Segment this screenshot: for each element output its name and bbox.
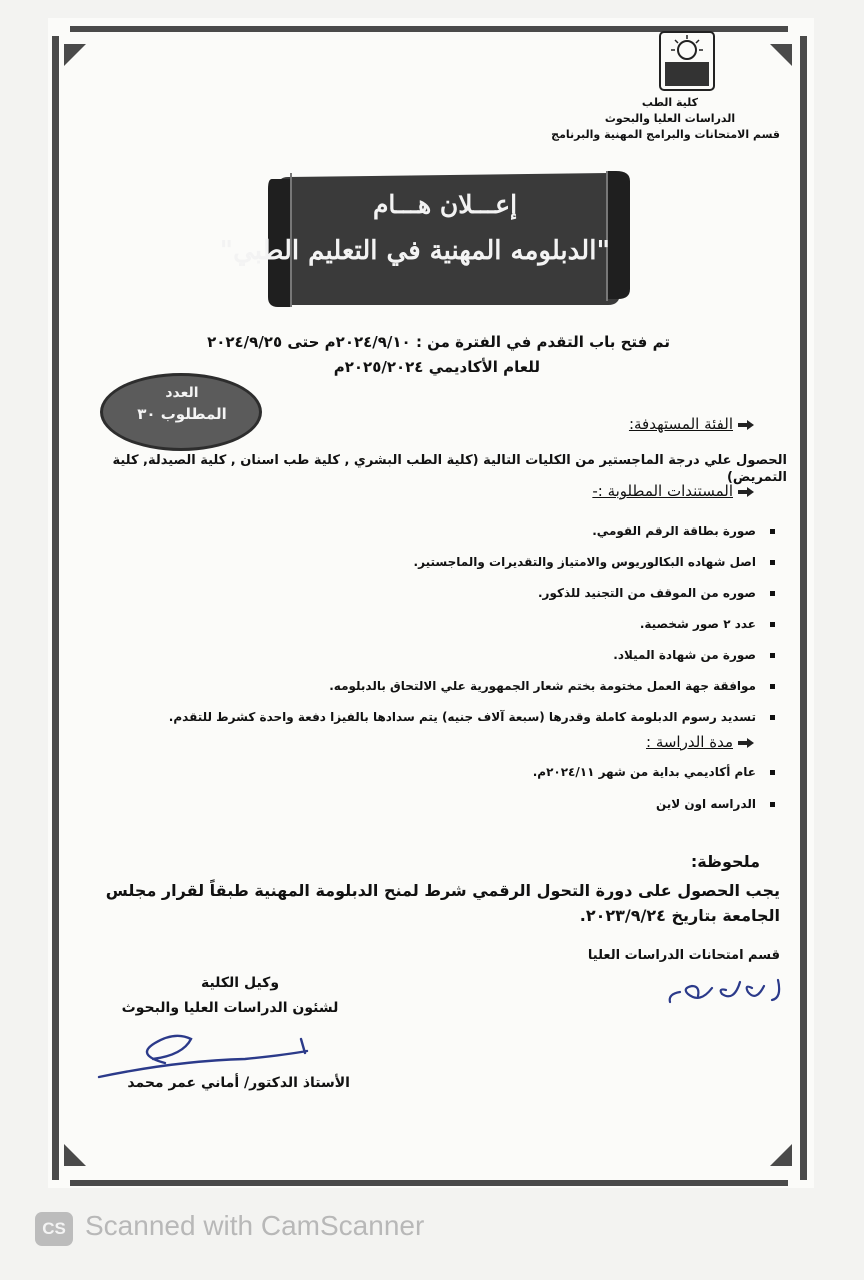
application-period: تم فتح باب التقدم في الفترة من : ٢٠٢٤/٩/١٠م حتى ٢٠٢٤/٩/٢٥ [207,333,670,351]
documents-list [168,524,775,741]
bullet-icon [770,770,775,775]
bullet-icon [770,560,775,565]
list-item [450,765,775,797]
study-duration-list [450,765,775,829]
dept-signature-icon [660,968,790,1010]
list-item [450,797,775,829]
frame-left-border [52,36,59,1180]
list-item-text: عدد ٢ صور شخصية. [639,617,756,631]
list-item [190,617,775,648]
list-item [190,679,775,710]
bullet-icon [770,684,775,689]
list-item [190,524,775,555]
postgrad-dept: الدراسات العليا والبحوث [604,112,736,125]
frame-bottom-border [70,1180,788,1186]
target-group-heading [560,415,755,433]
list-item [190,555,775,586]
bullet-icon [770,591,775,596]
frame-corner-top-left [64,44,86,66]
faculty-name: كلية الطب [641,96,699,109]
pointing-hand-icon [737,418,755,432]
list-item-text: عام أكاديمي بداية من شهر ٢٠٢٤/١١م. [532,765,756,779]
bullet-icon [770,802,775,807]
pointing-hand-icon [737,736,755,750]
vice-dean-affairs: لشئون الدراسات العليا والبحوث [121,1000,339,1016]
documents-heading [520,482,755,500]
list-item-text: موافقة جهة العمل مختومة بختم شعار الجمهورية علي الالتحاق بالدبلومه. [329,679,756,693]
list-item-text: صوره من الموقف من التجنيد للذكور. [538,586,756,600]
frame-corner-top-right [770,44,792,66]
vice-dean-title: وكيل الكلية [200,975,280,991]
camscanner-text: Scanned with CamScanner [85,1210,425,1241]
announcement-title: إعـــلان هـــام [372,190,518,219]
bullet-icon [770,653,775,658]
note-heading: ملحوظة: [690,852,760,871]
exams-department: قسم الامتحانات والبرامج المهنية والبرنامج [551,128,780,141]
list-item [190,648,775,679]
documents-heading-text: المستندات المطلوبة :- [592,482,733,500]
frame-corner-bottom-left [64,1144,86,1166]
required-count-value: المطلوب ٣٠ [137,405,227,423]
header-block [551,95,780,143]
target-group-heading-text: الفئة المستهدفة: [628,415,733,433]
camscanner-logo-icon: CS [35,1212,73,1246]
pointing-hand-icon [737,485,755,499]
study-duration-heading-text: مدة الدراسة : [646,733,733,751]
list-item-text: الدراسه اون لاين [655,797,756,811]
camscanner-watermark [35,1210,465,1250]
study-duration-heading [600,733,755,751]
list-item-text: اصل شهاده البكالوريوس والامتياز والتقديرات والماجستير. [413,555,756,569]
list-item-text: صورة بطاقة الرقم القومي. [592,524,756,538]
vice-dean-name: الأستاذ الدكتور/ أماني عمر محمد [127,1075,350,1091]
frame-corner-bottom-right [770,1144,792,1166]
bullet-icon [770,715,775,720]
exams-dept-signature-label: قسم امتحانات الدراسات العليا [587,948,780,963]
required-count-label: العدد [165,385,199,401]
list-item-text: صورة من شهادة الميلاد. [613,648,756,662]
diploma-title: "الدبلومه المهنية في التعليم الطبي" [219,236,610,266]
target-group-text: الحصول علي درجة الماجستير من الكليات التالية (كلية الطب البشري , كلية طب اسنان , كلية الصيدلة, كلية التمريض) [112,453,787,485]
university-logo-icon [657,30,717,92]
academic-year: للعام الأكاديمي ٢٠٢٥/٢٠٢٤م [333,358,540,376]
list-item [190,586,775,617]
bullet-icon [770,529,775,534]
bullet-icon [770,622,775,627]
list-item-text: تسديد رسوم الدبلومة كاملة وقدرها (سبعة آلاف جنيه) يتم سدادها بالفيزا دفعة واحدة كشرط للتقدم. [168,710,756,724]
frame-right-border [800,36,807,1180]
note-text: يجب الحصول على دورة التحول الرقمي شرط لمنح الدبلومة المهنية طبقاً لقرار مجلس الجامعة بتاريخ ٢٠٢٣/٩/٢٤. [105,881,780,925]
